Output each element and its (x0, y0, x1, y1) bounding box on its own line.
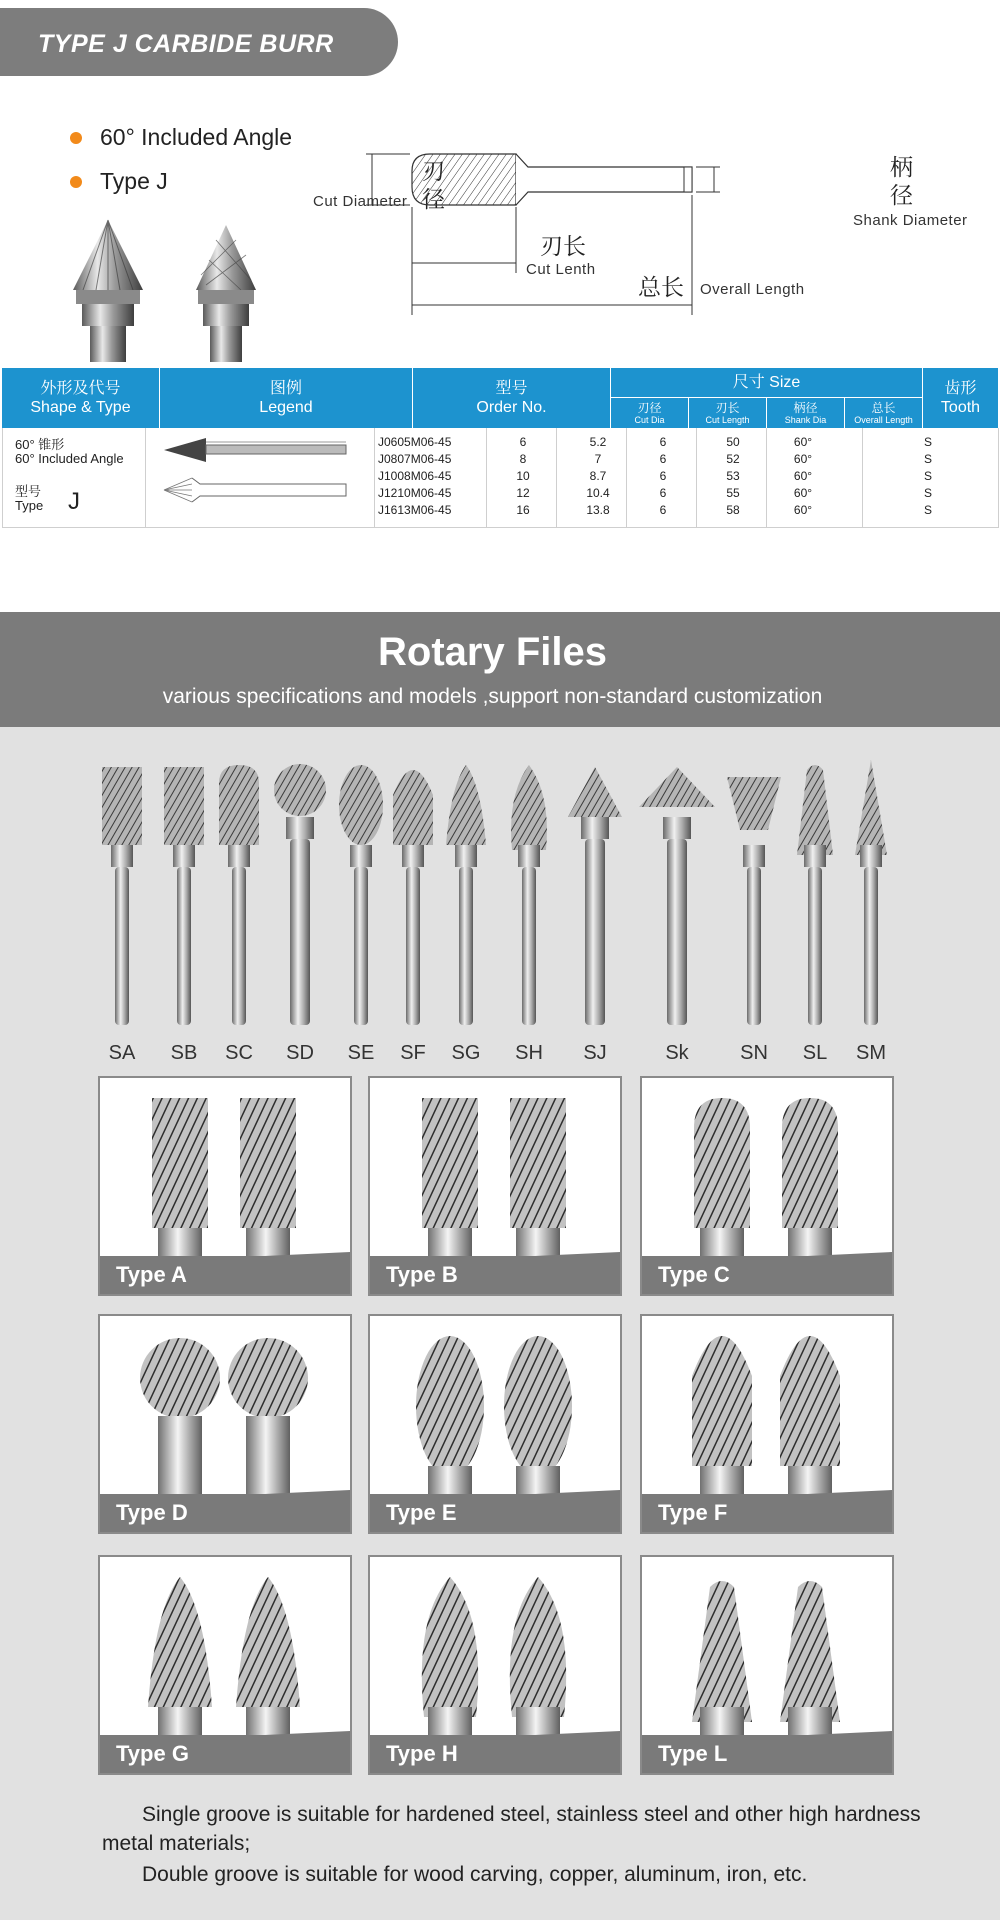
overall-length-cn: 总长 (638, 274, 684, 300)
shape-cell (3, 428, 146, 528)
header-legend-cn: 图例 (269, 380, 302, 397)
type-card (640, 1314, 894, 1534)
product-photo (68, 215, 278, 365)
legend-cell (146, 428, 375, 528)
burr-label: SG (451, 1042, 481, 1064)
header-legend-en: Legend (259, 399, 313, 416)
header-size-label: 尺寸 Size (732, 374, 801, 391)
table-cell: 53 (726, 469, 740, 483)
table-cell: 50 (726, 435, 740, 449)
burr-sn-icon (727, 777, 781, 1025)
table-cell: 12 (516, 486, 530, 500)
table-cell: 8.7 (589, 469, 607, 483)
table-cell-order-no: J1613M06-45 (378, 503, 452, 517)
type-card (368, 1076, 622, 1296)
table-cell: 13.8 (586, 503, 610, 517)
note-double-groove: Double groove is suitable for wood carving, copper, aluminum, iron, etc. (142, 1863, 808, 1886)
type-card (368, 1555, 622, 1775)
cut-length-label: Cut Lenth (526, 261, 596, 278)
cut-length-cn: 刃长 (540, 233, 586, 259)
header-shape-en: Shape & Type (30, 399, 131, 416)
burr-label: SE (347, 1042, 375, 1064)
feature-item (70, 168, 168, 195)
burr-photo-left (73, 220, 143, 362)
table-cell: 60° (793, 486, 813, 500)
header-shank-dia-cn: 柄径 (793, 400, 818, 415)
burr-sl-icon (797, 765, 833, 1025)
type-label: Type E (386, 1500, 457, 1525)
type-label: Type G (116, 1741, 189, 1766)
burr-label: SA (108, 1042, 136, 1064)
burr-lineup (0, 755, 1000, 1035)
burr-label: SD (286, 1042, 314, 1064)
table-cell: S (923, 486, 932, 500)
rotary-title: Rotary Files (378, 630, 607, 674)
burr-label: SH (515, 1042, 543, 1064)
table-cell: 7 (594, 452, 602, 466)
table-cell: 6 (659, 435, 667, 449)
table-cell: 52 (726, 452, 740, 466)
table-cell: 60° (793, 435, 813, 449)
header-shape-cn: 外形及代号 (40, 380, 121, 397)
burr-sm-icon (855, 760, 887, 1025)
table-cell: 58 (726, 503, 740, 517)
header-order-cn: 型号 (495, 380, 528, 397)
header-cut-length-cn: 刃长 (715, 400, 740, 415)
table-cell: 6 (659, 503, 667, 517)
table-cell: S (923, 452, 932, 466)
burr-drawing (300, 145, 1000, 325)
spec-table (2, 368, 998, 528)
cut-diameter-label: Cut Diameter (313, 193, 408, 210)
type-label: Type D (116, 1500, 188, 1525)
table-cell: 10.4 (586, 486, 610, 500)
burr-sk-icon (639, 767, 715, 1025)
header-overall-length-cn: 总长 (871, 400, 896, 415)
header-shape (2, 368, 160, 428)
type-label: Type B (386, 1262, 458, 1287)
header-banner (0, 8, 398, 76)
burr-label: SN (740, 1042, 768, 1064)
header-tooth-cn: 齿形 (944, 380, 977, 397)
bullet-icon (70, 132, 82, 144)
header-legend (160, 368, 413, 428)
table-cell: 6 (659, 469, 667, 483)
header-shank-dia-en: Shank Dia (784, 414, 827, 425)
type-card (98, 1314, 352, 1534)
header-cut-dia-cn: 刃径 (637, 400, 662, 415)
table-header (2, 368, 998, 428)
burr-sg-icon (446, 765, 486, 1025)
dimension-diagram (300, 145, 1000, 325)
table-body (2, 428, 998, 528)
burr-label: SJ (583, 1042, 607, 1064)
header-overall-length (845, 398, 923, 428)
bullet-icon (70, 176, 82, 188)
header-size (611, 368, 923, 398)
burr-label: Sk (665, 1042, 689, 1064)
table-cell-order-no: J1008M06-45 (378, 469, 452, 483)
burr-label: SM (856, 1042, 886, 1064)
table-cell: 6 (519, 435, 527, 449)
table-cell: 60° (793, 469, 813, 483)
burr-sc-icon (219, 765, 259, 1025)
table-cell: 55 (726, 486, 740, 500)
header-order-en: Order No. (476, 399, 547, 416)
burr-sa-icon (102, 767, 142, 1025)
feature-item (70, 124, 292, 151)
type-card (368, 1314, 622, 1534)
table-cell: 60° (793, 503, 813, 517)
table-cell: 8 (519, 452, 527, 466)
type-label: Type L (658, 1741, 728, 1766)
burr-label: SF (400, 1042, 426, 1064)
burr-sd-icon (274, 764, 326, 1025)
type-card (640, 1076, 894, 1296)
burr-se-icon (339, 765, 383, 1025)
page-title: TYPE J CARBIDE BURR (38, 30, 334, 58)
table-cell: 6 (659, 486, 667, 500)
type-en: Type (15, 498, 44, 513)
burr-sf-icon (393, 770, 433, 1025)
header-cut-dia-en: Cut Dia (634, 414, 665, 425)
burr-label: SC (225, 1042, 253, 1064)
note-single-groove: Single groove is suitable for hardened steel, stainless steel and other high hardness metal materials; (102, 1803, 921, 1855)
table-cell: S (923, 469, 932, 483)
type-label: Type H (386, 1741, 458, 1766)
rotary-subtitle: various specifications and models ,support non-standard customization (162, 685, 823, 708)
header-order (413, 368, 611, 428)
shape-en: 60° Included Angle (15, 451, 124, 466)
table-cell: S (923, 435, 932, 449)
feature-label: Type J (100, 168, 168, 194)
shank-diameter-label: Shank Diameter (853, 212, 968, 229)
burr-sh-icon (511, 765, 547, 1025)
type-card (98, 1555, 352, 1775)
header-tooth-en: Tooth (940, 399, 981, 416)
shape-cn: 60° 锥形 (15, 437, 65, 452)
type-cn: 型号 (15, 484, 42, 499)
type-label: Type C (658, 1262, 730, 1287)
feature-label: 60° Included Angle (100, 124, 293, 150)
table-cell: 10 (516, 469, 530, 483)
shank-diameter-cn: 柄 径 (890, 154, 913, 208)
header-tooth (923, 368, 998, 428)
table-cell-order-no: J0605M06-45 (378, 435, 452, 449)
table-cell: 16 (516, 503, 530, 517)
burr-sj-icon (568, 767, 622, 1025)
type-card (98, 1076, 352, 1296)
burr-label: SL (802, 1042, 828, 1064)
burr-photo-right (196, 225, 256, 362)
table-cell-order-no: J1210M06-45 (378, 486, 452, 500)
header-cut-length-en: Cut Length (705, 414, 750, 425)
legend-drawing (146, 428, 375, 528)
type-card (640, 1555, 894, 1775)
overall-length-label: Overall Length (700, 281, 805, 298)
table-cell: 6 (659, 452, 667, 466)
header-shank-dia (767, 398, 845, 428)
type-code: J (68, 488, 80, 515)
burr-label: SB (170, 1042, 198, 1064)
table-cell: 60° (793, 452, 813, 466)
type-label: Type A (116, 1262, 187, 1287)
table-cell: S (923, 503, 932, 517)
header-cut-dia (611, 398, 689, 428)
header-overall-length-en: Overall Length (854, 414, 913, 425)
burr-sb-icon (164, 767, 204, 1025)
type-label: Type F (658, 1500, 728, 1525)
table-cell-order-no: J0807M06-45 (378, 452, 452, 466)
header-cut-length (689, 398, 767, 428)
table-cell: 5.2 (589, 435, 607, 449)
